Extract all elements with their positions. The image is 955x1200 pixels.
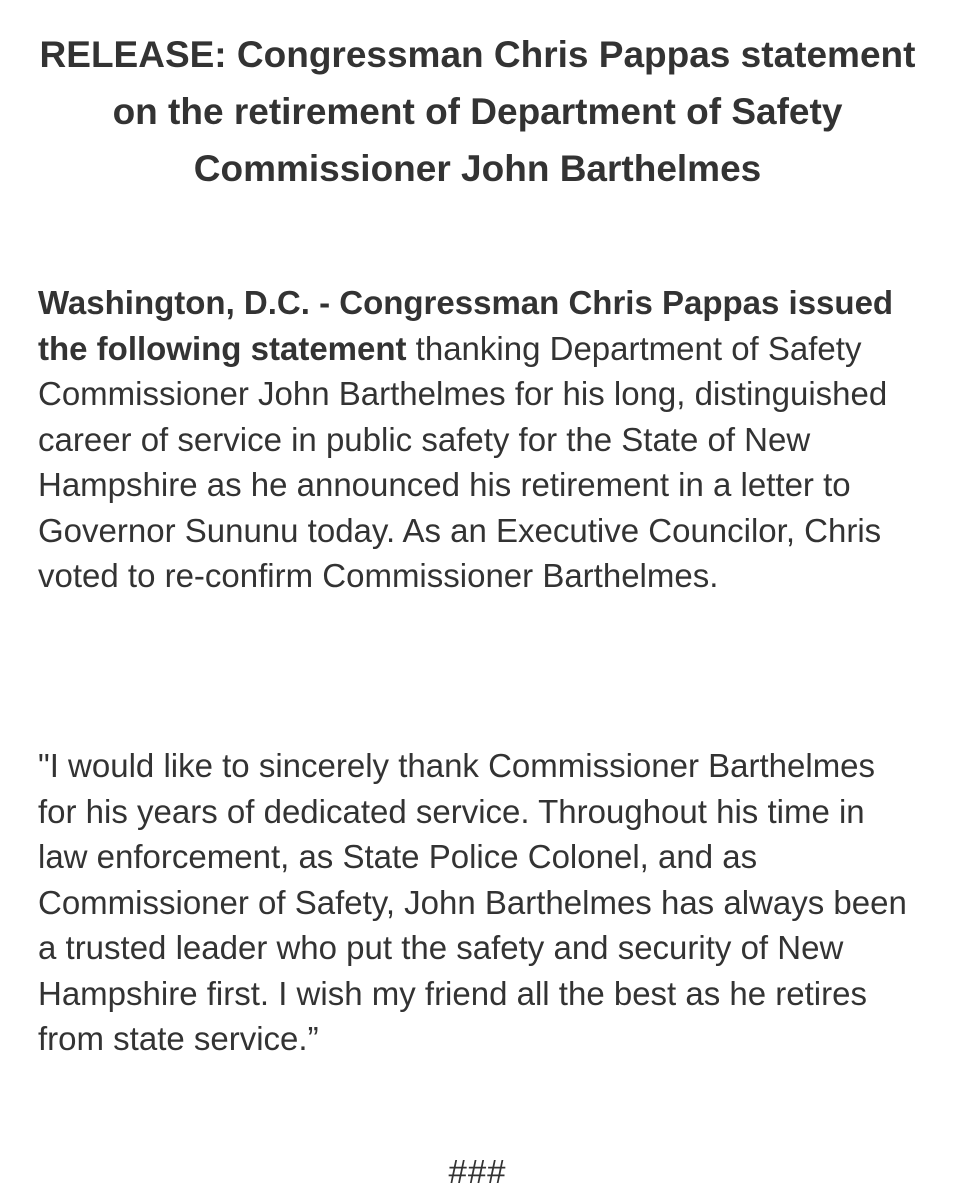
release-title: RELEASE: Congressman Chris Pappas statement on the retirement of Department of Safety Commissioner John Barthelmes [39,34,916,189]
quote-paragraph: "I would like to sincerely thank Commissioner Barthelmes for his years of dedicated service. Throughout his time in law enforcement, as State Police Colonel, and as Commissioner of Safety, John Barthelmes has always been a trusted leader who put the safety and security of New Hampshire first. I wish my friend all the best as he retires from state service.” [38,747,907,1057]
intro-paragraph [38,280,918,599]
intro-text: thanking Department of Safety Commissioner John Barthelmes for his long, distinguished career of service in public safety for the State of New Hampshire as he announced his retirement in a letter to Governor Sununu today. As an Executive Councilor, Chris voted to re-confirm Commissioner Barthelmes. [38,329,888,594]
end-mark: ### [448,1153,507,1190]
dateline-lead: Washington, D.C. - Congressman Chris Pappas issued the following statement [38,284,894,367]
